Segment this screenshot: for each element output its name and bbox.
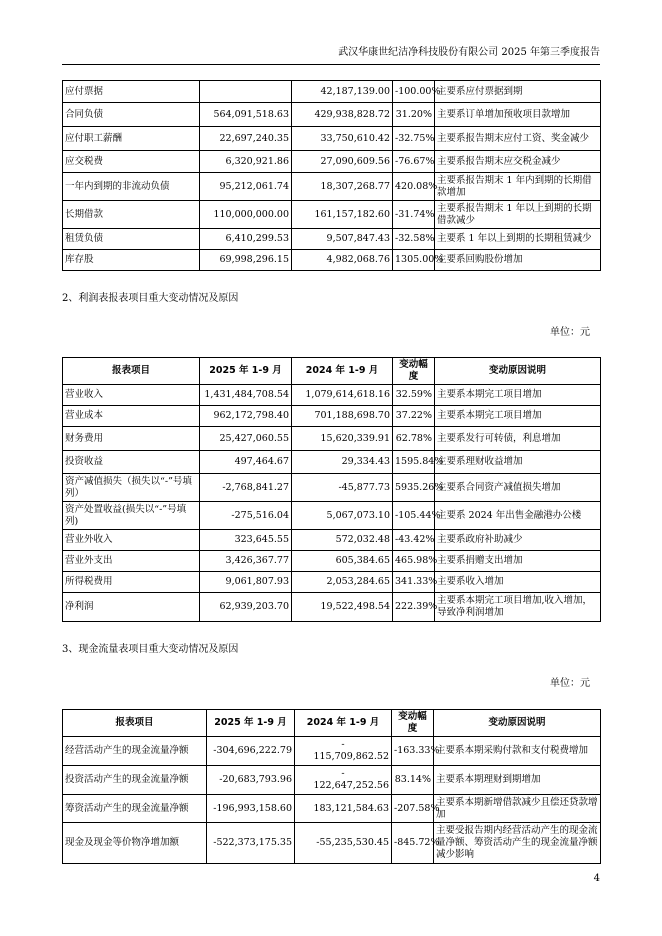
change-pct-cell: 31.20% — [393, 103, 435, 127]
reason-cell: 主要系收入增加 — [435, 572, 601, 593]
reason-cell: 主要系本期完工项目增加,收入增加，导致净利润增加 — [435, 593, 601, 622]
value-cell: 6,410,299.53 — [200, 229, 292, 250]
value-number: 122,647,252.56 — [313, 780, 389, 791]
table-row — [63, 795, 601, 823]
reason-cell: 主要系回购股份增加 — [435, 250, 601, 271]
table-row — [63, 127, 601, 151]
value-cell: -304,696,222.79 — [207, 737, 295, 766]
item-cell: 库存股 — [63, 250, 200, 271]
item-cell: 投资收益 — [63, 451, 200, 474]
col-header: 报表项目 — [63, 710, 207, 737]
value-cell: 564,091,518.63 — [200, 103, 292, 127]
table-row — [63, 151, 601, 173]
value-cell: 4,982,068.76 — [292, 250, 393, 271]
table-row — [63, 250, 601, 271]
value-cell: 701,188,698.70 — [292, 406, 393, 427]
change-pct-cell: -845.72% — [392, 823, 434, 864]
value-cell — [295, 766, 392, 795]
change-pct-cell: -43.42% — [393, 530, 435, 551]
change-pct-cell: 37.22% — [393, 406, 435, 427]
item-cell: 现金及现金等价物净增加额 — [63, 823, 207, 864]
reason-cell: 主要系本期采购付款和支付税费增加 — [434, 737, 601, 766]
item-cell: 资产处置收益(损失以“-”号填列) — [63, 502, 200, 530]
report-header: 武汉华康世纪洁净科技股份有限公司 2025 年第三季度报告 — [338, 47, 600, 58]
table-row — [63, 103, 601, 127]
value-cell: -2,768,841.27 — [200, 474, 292, 502]
section-title-income: 2、利润表报表项目重大变动情况及原因 — [62, 293, 239, 304]
reason-cell: 主要系报告期末应付工资、奖金减少 — [435, 127, 601, 151]
page-number: 4 — [593, 873, 600, 884]
reason-cell: 主要系本期完工项目增加 — [435, 385, 601, 406]
item-cell: 营业成本 — [63, 406, 200, 427]
change-pct-cell: 341.33% — [393, 572, 435, 593]
unit-label: 单位：元 — [550, 678, 590, 689]
change-pct-cell: 420.08% — [393, 173, 435, 201]
change-pct-cell: 62.78% — [393, 427, 435, 451]
reason-cell: 主要系应付票据到期 — [435, 81, 601, 103]
value-cell: 161,157,182.60 — [292, 201, 393, 229]
value-cell: 323,645.55 — [200, 530, 292, 551]
value-cell: 3,426,367.77 — [200, 551, 292, 572]
value-cell: 5,067,073.10 — [292, 502, 393, 530]
table-row — [63, 551, 601, 572]
change-pct-cell: 1305.00% — [393, 250, 435, 271]
value-cell: 9,061,807.93 — [200, 572, 292, 593]
reason-cell: 主要系理财收益增加 — [435, 451, 601, 474]
item-cell: 应付票据 — [63, 81, 200, 103]
item-cell: 应付职工薪酬 — [63, 127, 200, 151]
table-row — [63, 229, 601, 250]
change-pct-cell: -76.67% — [393, 151, 435, 173]
table-row — [63, 766, 601, 795]
col-header: 变动原因说明 — [434, 710, 601, 737]
value-cell: 33,750,610.42 — [292, 127, 393, 151]
header-divider — [62, 64, 600, 65]
value-cell: -45,877.73 — [292, 474, 393, 502]
value-cell: -55,235,530.45 — [295, 823, 392, 864]
reason-cell: 主要系捐赠支出增加 — [435, 551, 601, 572]
reason-cell: 主要系报告期末 1 年内到期的长期借款增加 — [435, 173, 601, 201]
value-cell: -275,516.04 — [200, 502, 292, 530]
change-pct-cell: -163.33% — [392, 737, 434, 766]
table-row — [63, 737, 601, 766]
change-pct-cell: -31.74% — [393, 201, 435, 229]
col-header: 变动原因说明 — [435, 358, 601, 385]
reason-cell: 主要系报告期末 1 年以上到期的长期借款减少 — [435, 201, 601, 229]
item-cell: 经营活动产生的现金流量净额 — [63, 737, 207, 766]
item-cell: 财务费用 — [63, 427, 200, 451]
change-pct-cell: 83.14% — [392, 766, 434, 795]
balance-sheet-table — [62, 80, 601, 271]
col-header: 2025 年 1-9 月 — [200, 358, 292, 385]
item-cell: 合同负债 — [63, 103, 200, 127]
item-cell: 一年内到期的非流动负债 — [63, 173, 200, 201]
value-cell: 25,427,060.55 — [200, 427, 292, 451]
value-sign: - — [341, 739, 345, 750]
header-row — [63, 358, 601, 385]
reason-cell: 主要系 2024 年出售金融港办公楼 — [435, 502, 601, 530]
value-cell: 62,939,203.70 — [200, 593, 292, 622]
reason-cell: 主要系订单增加预收项目款增加 — [435, 103, 601, 127]
value-cell: -20,683,793.96 — [207, 766, 295, 795]
reason-cell: 主要系发行可转债，利息增加 — [435, 427, 601, 451]
col-header: 变动幅度 — [393, 358, 435, 385]
table-row — [63, 385, 601, 406]
col-header: 2024 年 1-9 月 — [295, 710, 392, 737]
reason-cell: 主要系本期完工项目增加 — [435, 406, 601, 427]
item-cell: 净利润 — [63, 593, 200, 622]
item-cell: 筹资活动产生的现金流量净额 — [63, 795, 207, 823]
value-cell: 183,121,584.63 — [295, 795, 392, 823]
change-pct-cell: 465.98% — [393, 551, 435, 572]
value-cell: -196,993,158.60 — [207, 795, 295, 823]
reason-cell: 主要系合同资产减值损失增加 — [435, 474, 601, 502]
item-cell: 投资活动产生的现金流量净额 — [63, 766, 207, 795]
value-cell: 2,053,284.65 — [292, 572, 393, 593]
item-cell: 长期借款 — [63, 201, 200, 229]
value-cell — [295, 737, 392, 766]
value-number: 115,709,862.52 — [313, 751, 389, 762]
item-cell: 营业外收入 — [63, 530, 200, 551]
col-header: 报表项目 — [63, 358, 200, 385]
change-pct-cell: -105.44% — [393, 502, 435, 530]
value-cell: -522,373,175.35 — [207, 823, 295, 864]
change-pct-cell: 222.39% — [393, 593, 435, 622]
table-row — [63, 201, 601, 229]
value-cell: 110,000,000.00 — [200, 201, 292, 229]
reason-cell: 主要受报告期内经营活动产生的现金流量净额、筹资活动产生的现金流量净额减少影响 — [434, 823, 601, 864]
col-header: 2025 年 1-9 月 — [207, 710, 295, 737]
change-pct-cell: -207.58% — [392, 795, 434, 823]
table-row — [63, 427, 601, 451]
table-row — [63, 451, 601, 474]
income-statement-table — [62, 357, 601, 622]
item-cell: 租赁负债 — [63, 229, 200, 250]
value-cell: 29,334.43 — [292, 451, 393, 474]
change-pct-cell: 32.59% — [393, 385, 435, 406]
table-row — [63, 474, 601, 502]
value-cell: 1,079,614,618.16 — [292, 385, 393, 406]
value-cell: 18,307,268.77 — [292, 173, 393, 201]
change-pct-cell: 1595.84% — [393, 451, 435, 474]
item-cell: 所得税费用 — [63, 572, 200, 593]
change-pct-cell: -32.75% — [393, 127, 435, 151]
value-cell: 27,090,609.56 — [292, 151, 393, 173]
value-cell: 69,998,296.15 — [200, 250, 292, 271]
reason-cell: 主要系报告期末应交税金减少 — [435, 151, 601, 173]
change-pct-cell: -32.58% — [393, 229, 435, 250]
value-cell: 497,464.67 — [200, 451, 292, 474]
item-cell: 营业收入 — [63, 385, 200, 406]
table-row — [63, 572, 601, 593]
header-row — [63, 710, 601, 737]
reason-cell: 主要系本期理财到期增加 — [434, 766, 601, 795]
change-pct-cell: 5935.26% — [393, 474, 435, 502]
value-cell: 22,697,240.35 — [200, 127, 292, 151]
value-cell: 6,320,921.86 — [200, 151, 292, 173]
item-cell: 应交税费 — [63, 151, 200, 173]
value-cell: 962,172,798.40 — [200, 406, 292, 427]
value-cell: 1,431,484,708.54 — [200, 385, 292, 406]
value-cell: 15,620,339.91 — [292, 427, 393, 451]
value-cell: 572,032.48 — [292, 530, 393, 551]
table-row — [63, 81, 601, 103]
table-row — [63, 173, 601, 201]
reason-cell: 主要系本期新增借款减少且偿还贷款增加 — [434, 795, 601, 823]
reason-cell: 主要系 1 年以上到期的长期租赁减少 — [435, 229, 601, 250]
value-cell: 9,507,847.43 — [292, 229, 393, 250]
value-cell: 429,938,828.72 — [292, 103, 393, 127]
cash-flow-table — [62, 709, 601, 864]
reason-cell: 主要系政府补助减少 — [435, 530, 601, 551]
table-row — [63, 593, 601, 622]
table-row — [63, 823, 601, 864]
item-cell: 营业外支出 — [63, 551, 200, 572]
change-pct-cell: -100.00% — [393, 81, 435, 103]
col-header: 2024 年 1-9 月 — [292, 358, 393, 385]
table-row — [63, 406, 601, 427]
value-cell: 42,187,139.00 — [292, 81, 393, 103]
table-row — [63, 502, 601, 530]
value-sign: - — [341, 768, 345, 779]
value-cell: 95,212,061.74 — [200, 173, 292, 201]
value-cell: 19,522,498.54 — [292, 593, 393, 622]
value-cell — [200, 81, 292, 103]
table-row — [63, 530, 601, 551]
unit-label: 单位：元 — [550, 327, 590, 338]
col-header: 变动幅度 — [392, 710, 434, 737]
value-cell: 605,384.65 — [292, 551, 393, 572]
section-title-cashflow: 3、现金流量表项目重大变动情况及原因 — [62, 644, 239, 655]
item-cell: 资产减值损失（损失以“-”号填列） — [63, 474, 200, 502]
